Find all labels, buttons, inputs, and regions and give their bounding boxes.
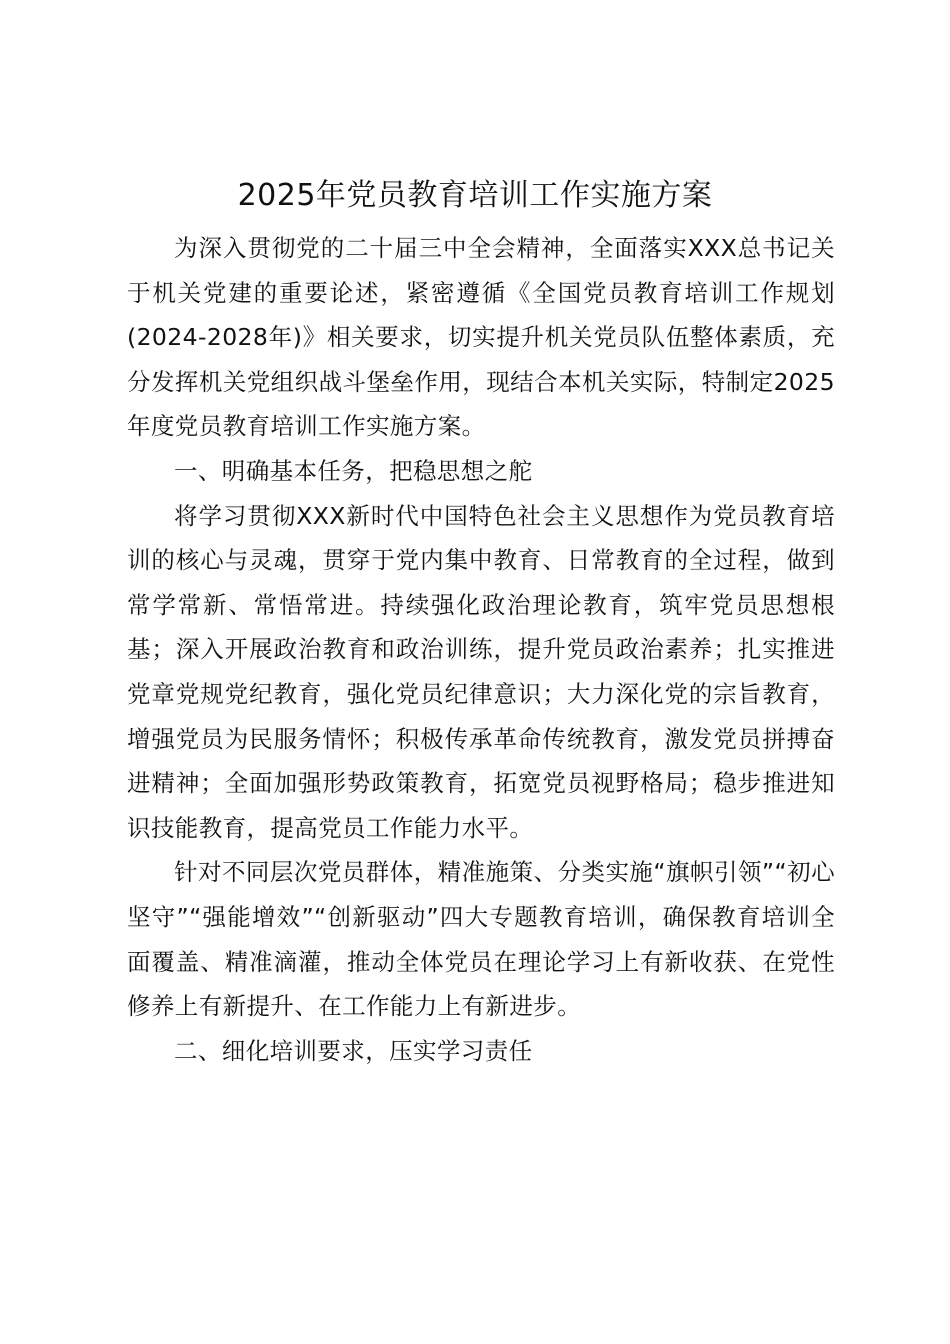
- section-1-paragraph-1: 将学习贯彻XXX新时代中国特色社会主义思想作为党员教育培训的核心与灵魂，贯穿于党内集中教育、日常教育的全过程，做到常学常新、常悟常进。持续强化政治理论教育，筑牢党员思想根基；深入开展政治教育和政治训练，提升党员政治素养；扎实推进党章党规党纪教育，强化党员纪律意识；大力深化党的宗旨教育，增强党员为民服务情怀；积极传承革命传统教育，激发党员拼搏奋进精神；全面加强形势政策教育，拓宽党员视野格局；稳步推进知识技能教育，提高党员工作能力水平。: [127, 501, 835, 842]
- intro-paragraph: 为深入贯彻党的二十届三中全会精神，全面落实XXX总书记关于机关党建的重要论述，紧密遵循《全国党员教育培训工作规划(2024-2028年)》相关要求，切实提升机关党员队伍整体素质，充分发挥机关党组织战斗堡垒作用，现结合本机关实际，特制定2025年度党员教育培训工作实施方案。: [127, 234, 835, 441]
- document-title: 2025年党员教育培训工作实施方案: [237, 178, 713, 213]
- document-body: [127, 226, 835, 1073]
- section-heading-1: 一、明确基本任务，把稳思想之舵: [174, 456, 533, 485]
- section-1-paragraph-2: 针对不同层次党员群体，精准施策、分类实施“旗帜引领”“初心坚守”“强能增效”“创新驱动”四大专题教育培训，确保教育培训全面覆盖、精准滴灌，推动全体党员在理论学习上有新收获、在党性修养上有新提升、在工作能力上有新进步。: [127, 858, 835, 1021]
- section-heading-2: 二、细化培训要求，压实学习责任: [174, 1036, 533, 1065]
